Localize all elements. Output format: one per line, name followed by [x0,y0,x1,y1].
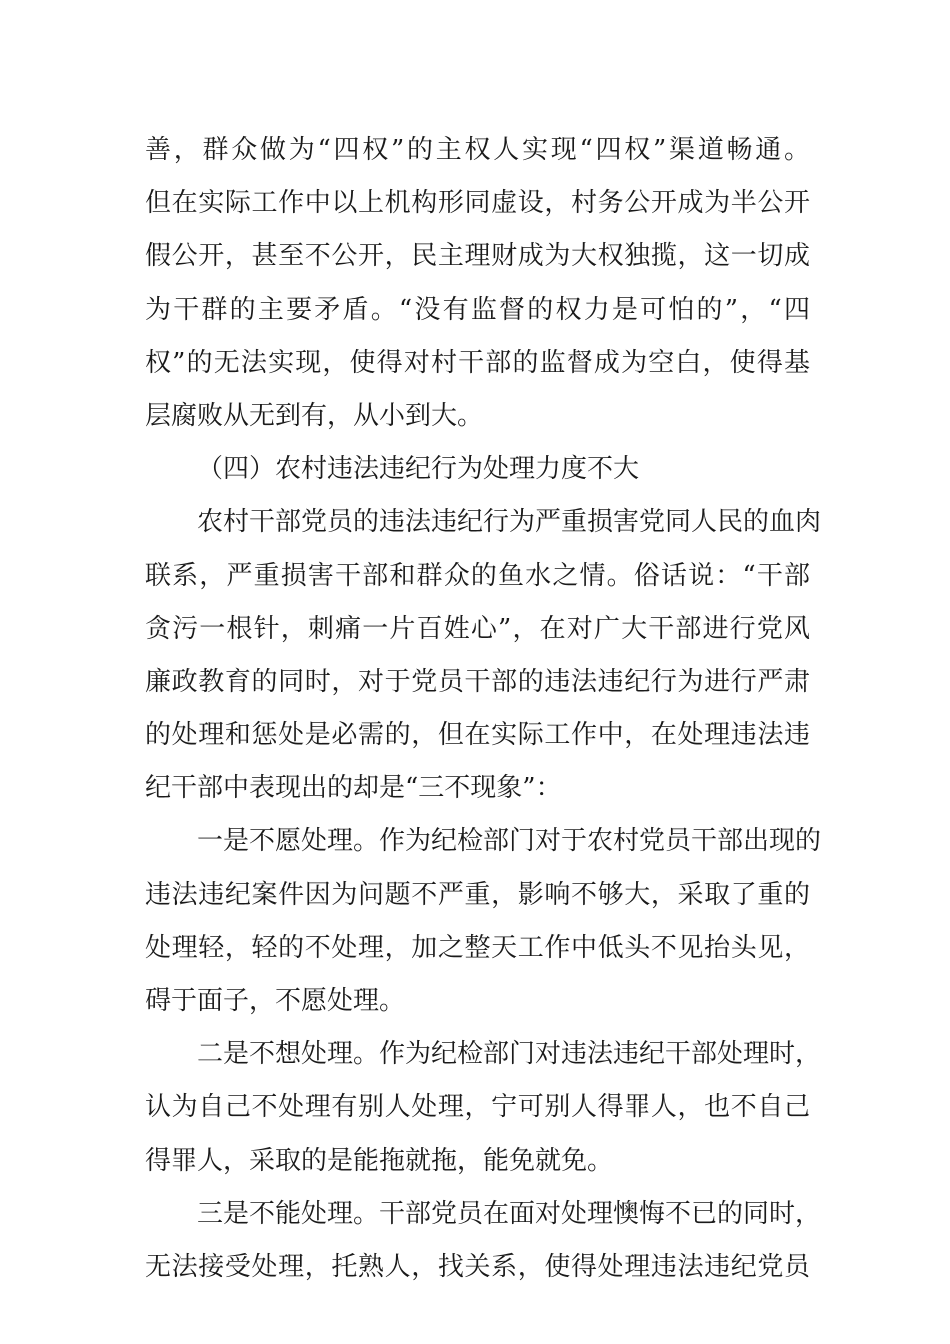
text-line: 联系，严重损害干部和群众的鱼水之情。俗话说：“干部 [145,560,810,591]
text-line: 碍于面子，不愿处理。 [145,986,406,1016]
text-line: 为干群的主要矛盾。“没有监督的权力是可怕的”，“四 [145,294,810,325]
text-line: 得罪人，采取的是能拖就拖，能免就免。 [145,1145,614,1176]
text-line: 善，群众做为“四权”的主权人实现“四权”渠道畅通。 [145,135,810,165]
text-line: 假公开，甚至不公开，民主理财成为大权独揽，这一切成 [145,241,810,272]
text-line: 二是不想处理。作为纪检部门对违法违纪干部处理时， [197,1039,822,1070]
text-line: 处理轻，轻的不处理，加之整天工作中低头不见抬头见， [145,932,810,963]
text-line: 纪干部中表现出的却是“三不现象”： [145,773,562,804]
body-text [145,124,822,1294]
text-line: 农村干部党员的违法违纪行为严重损害党同人民的血肉 [197,507,822,538]
text-line: 的处理和惩处是必需的，但在实际工作中，在处理违法违 [145,720,810,751]
text-line: 但在实际工作中以上机构形同虚设，村务公开成为半公开 [145,188,810,219]
text-line: 贪污一根针，刺痛一片百姓心”，在对广大干部进行党风 [145,613,810,644]
text-line: 无法接受处理，托熟人，找关系，使得处理违法违纪党员 [145,1251,810,1282]
text-line: 廉政教育的同时，对于党员干部的违法违纪行为进行严肃 [145,666,810,697]
text-line: 一是不愿处理。作为纪检部门对于农村党员干部出现的 [197,826,822,857]
text-line: 认为自己不处理有别人处理，宁可别人得罪人，也不自己 [145,1092,810,1123]
text-line: 三是不能处理。干部党员在面对处理懊悔不已的同时， [197,1198,822,1229]
text-line: 权”的无法实现，使得对村干部的监督成为空白，使得基 [145,347,810,378]
text-line: 违法违纪案件因为问题不严重，影响不够大，采取了重的 [145,879,810,910]
text-line: 层腐败从无到有，从小到大。 [145,400,484,431]
section-heading: （四）农村违法违纪行为处理力度不大 [197,454,640,485]
